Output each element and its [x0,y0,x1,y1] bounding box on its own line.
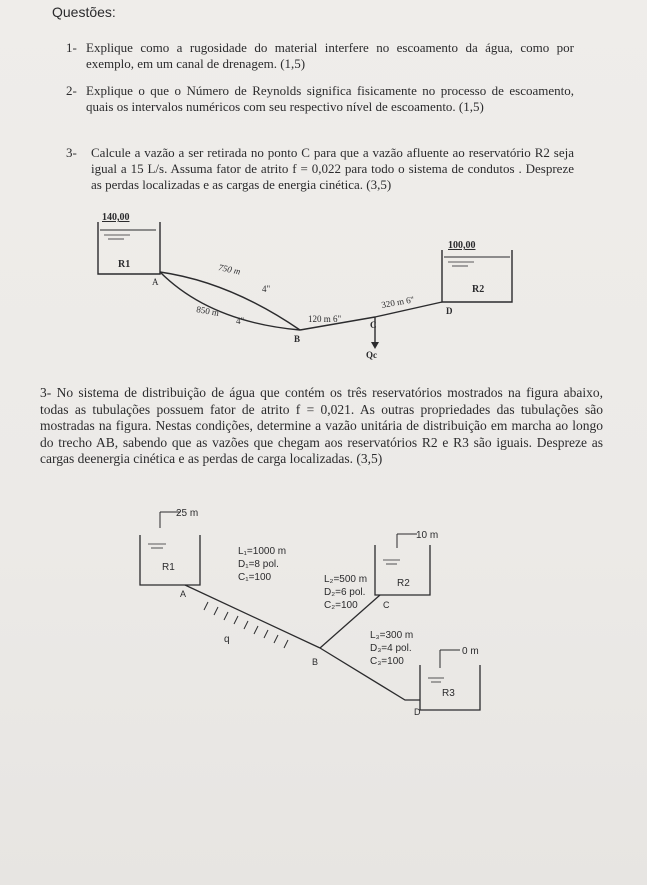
pipe-1-ab [185,585,320,648]
pipe-lower-diameter: 4" [236,316,245,326]
pipe3-diameter: D₃=4 pol. [370,643,412,654]
point-b: B [312,657,319,667]
r2-level: 100,00 [448,240,476,251]
flow-qc: Qc [366,350,377,360]
figure-1-diagram [90,212,530,362]
r3-label: R3 [442,688,455,699]
question-text: Explique o que o Número de Reynolds significa fisicamente no processo de escoamento, quais os intervalos numéricos com seu respectivo nível de escoamento. (1,5) [86,83,574,114]
pipe-upper-diameter: 4" [262,284,271,294]
question-number: 2- [66,83,77,98]
r1-label: R1 [162,562,175,573]
point-c: C [370,320,377,330]
arrow-head-icon [371,342,379,349]
r2-label: R2 [472,284,485,295]
reservoir-r1 [140,535,200,585]
point-d: D [414,707,421,717]
r1-level: 140,00 [102,212,130,223]
point-d: D [446,306,453,316]
pipe-lower [160,272,300,330]
point-b: B [294,334,301,344]
question-text: Calcule a vazão a ser retirada no ponto C para que a vazão afluente ao reservatório R2 seja igual a 15 L/s. Assuma fator de atrito f = 0,022 para todo o sistema de condutos . Despreze as perdas localizadas e as cargas de energia cinética. (3,5) [91,145,574,192]
r1-level: 25 m [176,508,199,519]
pipe3-length: L₃=300 m [370,630,414,641]
r3-level: 0 m [462,646,479,657]
pipe2-length: L₂=500 m [324,574,368,585]
question-text: Explique como a rugosidade do material interfere no escoamento da água, como por exemplo, em um canal de drenagem. (1,5) [86,40,574,71]
pipe2-coefficient: C₂=100 [324,600,358,611]
r2-level: 10 m [416,530,439,541]
r1-label: R1 [118,259,131,270]
question-number: 1- [66,40,77,55]
pipe1-diameter: D₁=8 pol. [238,559,279,570]
pipe-lower-length: 850 m [195,304,220,318]
point-c: C [383,600,390,610]
pipe-upper [160,272,300,330]
distributed-flow-label: q [224,634,230,645]
pipe1-length: L₁=1000 m [238,546,287,557]
pipe3-coefficient: C₃=100 [370,656,404,667]
point-a: A [180,589,187,599]
question-1 [66,40,574,72]
question-4 [40,385,603,468]
question-text [40,385,603,468]
pipe2-diameter: D₂=6 pol. [324,587,366,598]
question-3 [66,145,574,193]
point-a: A [152,277,159,287]
distributed-demand-hatch [204,602,288,648]
question-2 [66,83,574,115]
question-number: 3- [40,385,52,400]
figure-2-diagram [130,500,490,720]
pipe-bc-label: 120 m 6" [308,314,342,324]
r2-label: R2 [397,578,410,589]
page-heading: Questões: [52,4,116,20]
pipe1-coefficient: C₁=100 [238,572,272,583]
pipe-cd-label: 320 m 6" [380,294,416,310]
question-body: No sistema de distribuição de água que contém os três reservatórios mostrados na figura abaixo, todas as tubulações possuem fator de atrito f = 0,021. As outras propriedades das tubulações são mostradas na figura. Nestas condições, determine a vazão unitária de distribuição em marcha ao longo do trecho AB, sabendo que as vazões que chegam aos reservatórios R2 e R3 são iguais. Despreze as cargas deenergia cinética e as perdas de carga localizadas. (3,5) [40,385,603,466]
pipe-upper-length: 750 m [217,262,242,277]
question-number: 3- [66,145,77,160]
